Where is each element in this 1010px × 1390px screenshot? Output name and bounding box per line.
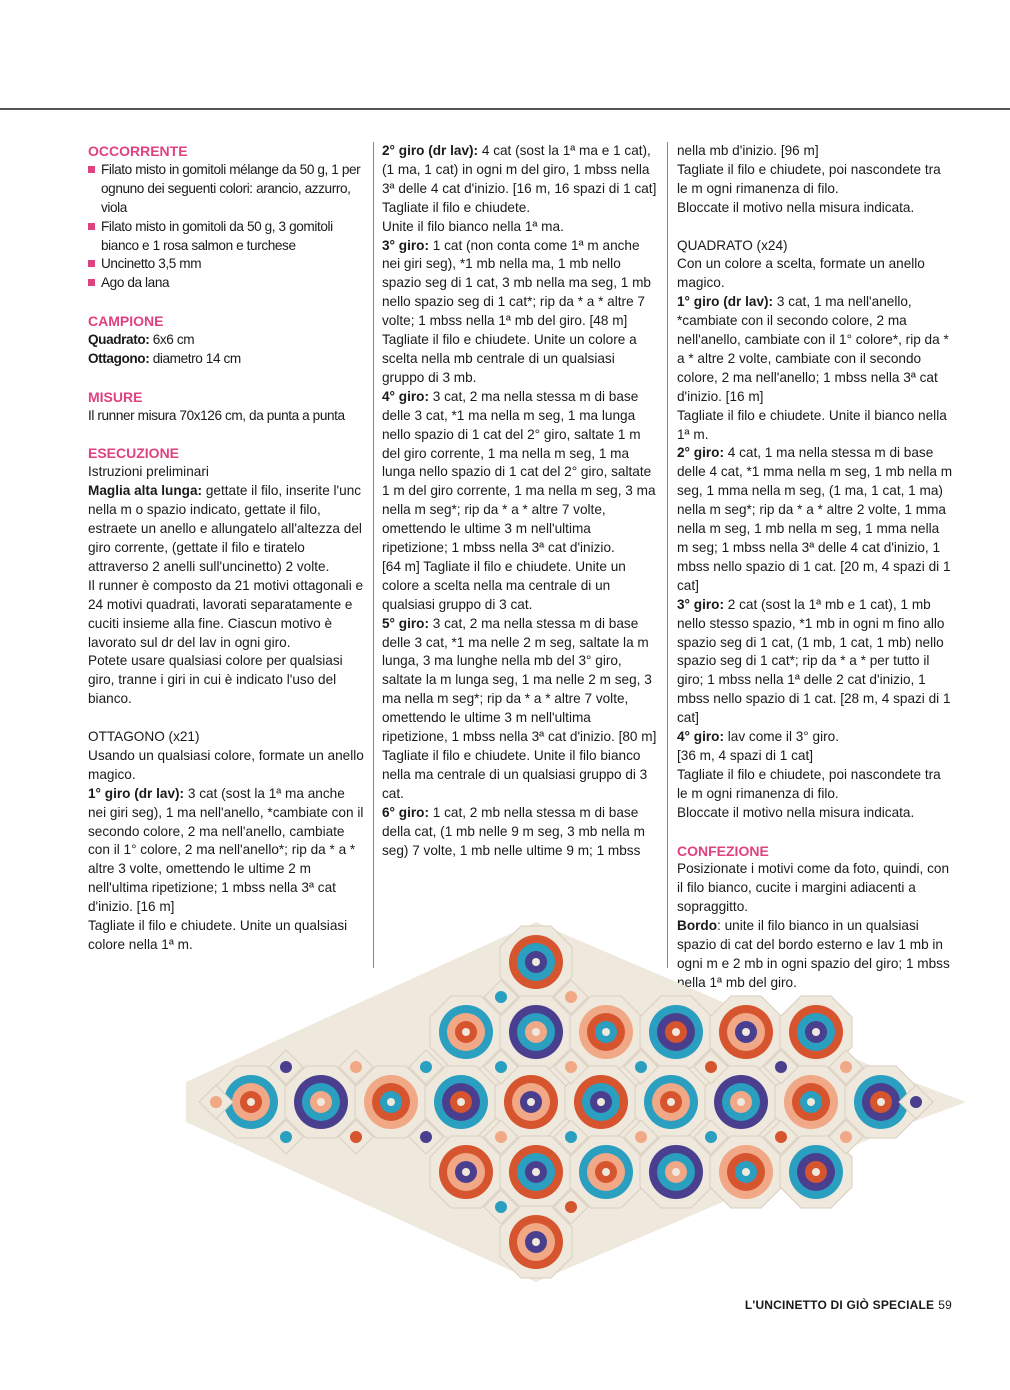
ottagono-giro-3: 3° giro: 1 cat (non conta come 1ª m anche nei giri seg), *1 mb nella ma, 1 mb nello spazio seg di 1 cat, 3 mb nella ma seg, 1 mb nello spazio seg di 1 cat*; rip da * a * altre 7 volte; 1 mbss nella 1ª mb del giro. [48 m] (382, 237, 651, 329)
campione-quadrato: Quadrato: 6x6 cm (88, 332, 195, 348)
octagon-motif (430, 1136, 502, 1208)
octagon-motif (570, 1136, 642, 1208)
column-1 (88, 142, 366, 955)
giro-2-end-1: Tagliate il filo e chiudete. (382, 199, 531, 215)
quadrato-giro-1: 1° giro (dr lav): 3 cat, 1 ma nell'anello, *cambiate con il secondo colore, 2 ma nell'anello, cambiate con il 1° colore*, rip da * a * altre 2 volte, cambiate con il secondo colore, 2 ma nell'anello; 1 mbss nella 3ª cat d'inizio. [16 m] (677, 294, 949, 404)
istruzioni-subheading: Istruzioni preliminari (88, 464, 209, 480)
octagon-motif (285, 1066, 357, 1138)
bullet-square-icon (88, 166, 95, 173)
ottagono-giro-1-end: Tagliate il filo e chiudete. Unite un qualsiasi colore nella 1ª m. (88, 918, 348, 952)
giro-6-end-1: Tagliate il filo e chiudete, poi nascondete tra le m ogni rimanenza di filo. (677, 161, 941, 196)
misure-text: Il runner misura 70x126 cm, da punta a punta (88, 407, 345, 423)
giro-4-end: [64 m] Tagliate il filo e chiudete. Unite un colore a scelta nella ma centrale di un qualsiasi gruppo di 3 cat. (382, 558, 626, 612)
confezione-text: Posizionate i motivi come da foto, quindi, con il filo bianco, cucite i margini adiacenti a sopraggitto. (677, 861, 950, 915)
octagon-motif (640, 996, 712, 1068)
maglia-alta-lunga: Maglia alta lunga: gettate il filo, inserite l'unc nella m o spazio indicato, gettate il filo, estraete un anello e allungatelo all'altezza del giro corrente, (gettate il filo e tiratelo attraverso 2 anelli sull'uncinetto) 2 volte. (88, 483, 362, 574)
octagon-motif (500, 1206, 572, 1278)
list-item: Uncinetto 3,5 mm (88, 255, 366, 274)
ottagono-giro-1: 1° giro (dr lav): 3 cat (sost la 1ª ma anche nei giri seg), 1 ma nell'anello, *cambiate con il secondo colore, 2 ma nell'anello, cambiate con il 1° colore, 2 ma nell'anello*; rip da * a * altre 3 volte, omettendo le ultime 2 m nell'ultima ripetizione; 1 mbss nella 3ª cat d'inizio. [16 m] (88, 785, 364, 915)
ottagono-intro: Usando un qualsiasi colore, formate un anello magico. (88, 747, 364, 782)
page-number: 59 (938, 1298, 952, 1312)
bordo-text: Bordo: unite il filo bianco in un qualsiasi spazio di cat del bordo esterno e lav 1 mb in ogni m e 2 mb in ogni spazio del giro; 1 mbss nella 1ª mb del giro. (677, 918, 950, 990)
ottagono-giro-5: 5° giro: 3 cat, 2 ma nella stessa m di base delle 3 cat, *1 ma nelle 2 m seg, saltate la m lunga, 3 ma lunghe nella mb del 3° giro, saltate la m lunga seg, 1 ma nelle 2 m seg, 3 ma nella m seg*; rip da * a * altre 7 volte, omettendo le ultime 3 m nell'ultima ripetizione, 1 mbss nella 3ª cat d'inizio. [80 m] (382, 615, 657, 745)
quadrato-giro-2: 2° giro: 4 cat, 1 ma nella stessa m di base delle 4 cat, *1 mma nella m seg, 1 mb nella m seg, 1 mma nella m seg, (1 ma, 1 cat, 1 ma) nella m seg*; rip da * a * altre 2 volte, 1 mma nella m seg, 1 mb nella m seg, 1 mma nella m seg; 1 mbss nella 3ª delle 4 cat d'inizio, 1 mbss nello spazio di 1 cat. [20 m, 4 spazi di 1 cat] (677, 445, 953, 593)
ottagono-giro-4: 4° giro: 3 cat, 2 ma nella stessa m di base delle 3 cat, *1 ma nella m seg, 1 ma lunga nello spazio di 1 cat del 2° giro, saltate 1 m del giro corrente, 1 ma nella m seg, 1 ma lunga nello spazio di 1 cat del 2° giro, saltate 1 m del giro corrente, 1 ma nella m seg, 3 ma nella m seg*; rip da * a * altre 7 volte, omettendo le ultime 3 m nell'ultima ripetizione; 1 mbss nella 3ª cat d'inizio. (382, 388, 656, 556)
quadrato-giro-4: 4° giro: lav come il 3° giro. (677, 729, 839, 745)
column-divider (667, 142, 668, 968)
column-3 (677, 142, 953, 993)
crochet-runner-photo (186, 922, 966, 1282)
campione-heading: CAMPIONE (88, 313, 164, 330)
misure-heading: MISURE (88, 388, 143, 405)
octagon-motif (500, 926, 572, 998)
confezione-heading: CONFEZIONE (677, 842, 769, 859)
header-rule (0, 108, 1010, 110)
octagon-motif (425, 1066, 497, 1138)
octagon-motif (710, 1136, 782, 1208)
giro-5-end: Tagliate il filo e chiudete. Unite il filo bianco nella ma centrale di un qualsiasi gruppo di 3 cat. (382, 748, 648, 801)
campione-ottagono: Ottagono: diametro 14 cm (88, 350, 241, 366)
octagon-motif (500, 996, 572, 1068)
list-item: Ago da lana (88, 274, 366, 293)
octagon-motif (710, 996, 782, 1068)
giro-6-continued: nella mb d'inizio. [96 m] (677, 143, 819, 158)
esecuzione-heading: ESECUZIONE (88, 445, 180, 462)
quadrato-heading: QUADRATO (x24) (677, 237, 788, 253)
ottagono-giro-6: 6° giro: 1 cat, 2 mb nella stessa m di base della cat, (1 mb nelle 9 m seg, 3 mb nella m seg) 7 volte, 1 mb nelle ultime 9 m; 1 mbss (382, 804, 645, 858)
occorrente-heading: OCCORRENTE (88, 143, 188, 159)
quadrato-giro-3: 3° giro: 2 cat (sost la 1ª mb e 1 cat), 1 mb nello stesso spazio, *1 mb in ogni m fino allo spazio seg di 1 cat, (1 mb, 1 cat, 1 mb) nello spazio seg di 1 cat*; rip da * a * per tutto il giro; 1 mbss nella 1ª delle 2 cat d'inizio, 1 mbss nello spazio di 1 cat. [28 m, 4 spazi di 1 cat] (677, 596, 951, 726)
magazine-name: L'UNCINETTO DI GIÒ SPECIALE (744, 1298, 935, 1312)
quadrato-giro-1-end: Tagliate il filo e chiudete. Unite il bianco nella 1ª m. (677, 407, 947, 442)
octagon-motif (500, 1136, 572, 1208)
column-2 (382, 142, 658, 860)
bullet-square-icon (88, 279, 95, 286)
bullet-square-icon (88, 223, 95, 230)
bullet-square-icon (88, 260, 95, 267)
octagon-motif (640, 1136, 712, 1208)
octagon-motif (570, 996, 642, 1068)
column-divider (373, 142, 374, 968)
octagon-motif (430, 996, 502, 1068)
list-item: Filato misto in gomitoli mélange da 50 g, 1 per ognuno dei seguenti colori: arancio, azzurro, viola (88, 161, 366, 218)
giro-6-end-2: Bloccate il motivo nella misura indicata. (677, 199, 915, 215)
colore-note: Potete usare qualsiasi colore per qualsiasi giro, tranne i giri in cui è indicato l'uso del bianco. (88, 653, 343, 707)
page-footer (745, 1298, 952, 1312)
octagon-motif (355, 1066, 427, 1138)
ottagono-heading: OTTAGONO (x21) (88, 729, 200, 745)
runner-motifs (186, 922, 966, 1282)
quadrato-giro-4-count: [36 m, 4 spazi di 1 cat] (677, 747, 814, 763)
runner-description: Il runner è composto da 21 motivi ottagonali e 24 motivi quadrati, lavorati separatamente e cuciti insieme alla fine. Ciascun motivo è lavorato sul dr del lav in ogni giro. (88, 577, 364, 650)
quadrato-end-1: Tagliate il filo e chiudete, poi nascondete tra le m ogni rimanenza di filo. (677, 766, 941, 801)
ottagono-giro-2: 2° giro (dr lav): 4 cat (sost la 1ª ma e 1 cat), (1 ma, 1 cat) in ogni m del giro, 1 mbss nella 3ª delle 4 cat d'inizio. [16 m, 16 spazi di 1 cat] (382, 143, 657, 196)
giro-3-end: Tagliate il filo e chiudete. Unite un colore a scelta nella mb centrale di un qualsiasi gruppo di 3 mb. (382, 332, 637, 385)
list-item: Filato misto in gomitoli da 50 g, 3 gomitoli bianco e 1 rosa salmon e turchese (88, 218, 366, 256)
quadrato-end-2: Bloccate il motivo nella misura indicata. (677, 804, 915, 820)
quadrato-intro: Con un colore a scelta, formate un anello magico. (677, 256, 925, 291)
giro-2-end-2: Unite il filo bianco nella 1ª ma. (382, 218, 564, 234)
